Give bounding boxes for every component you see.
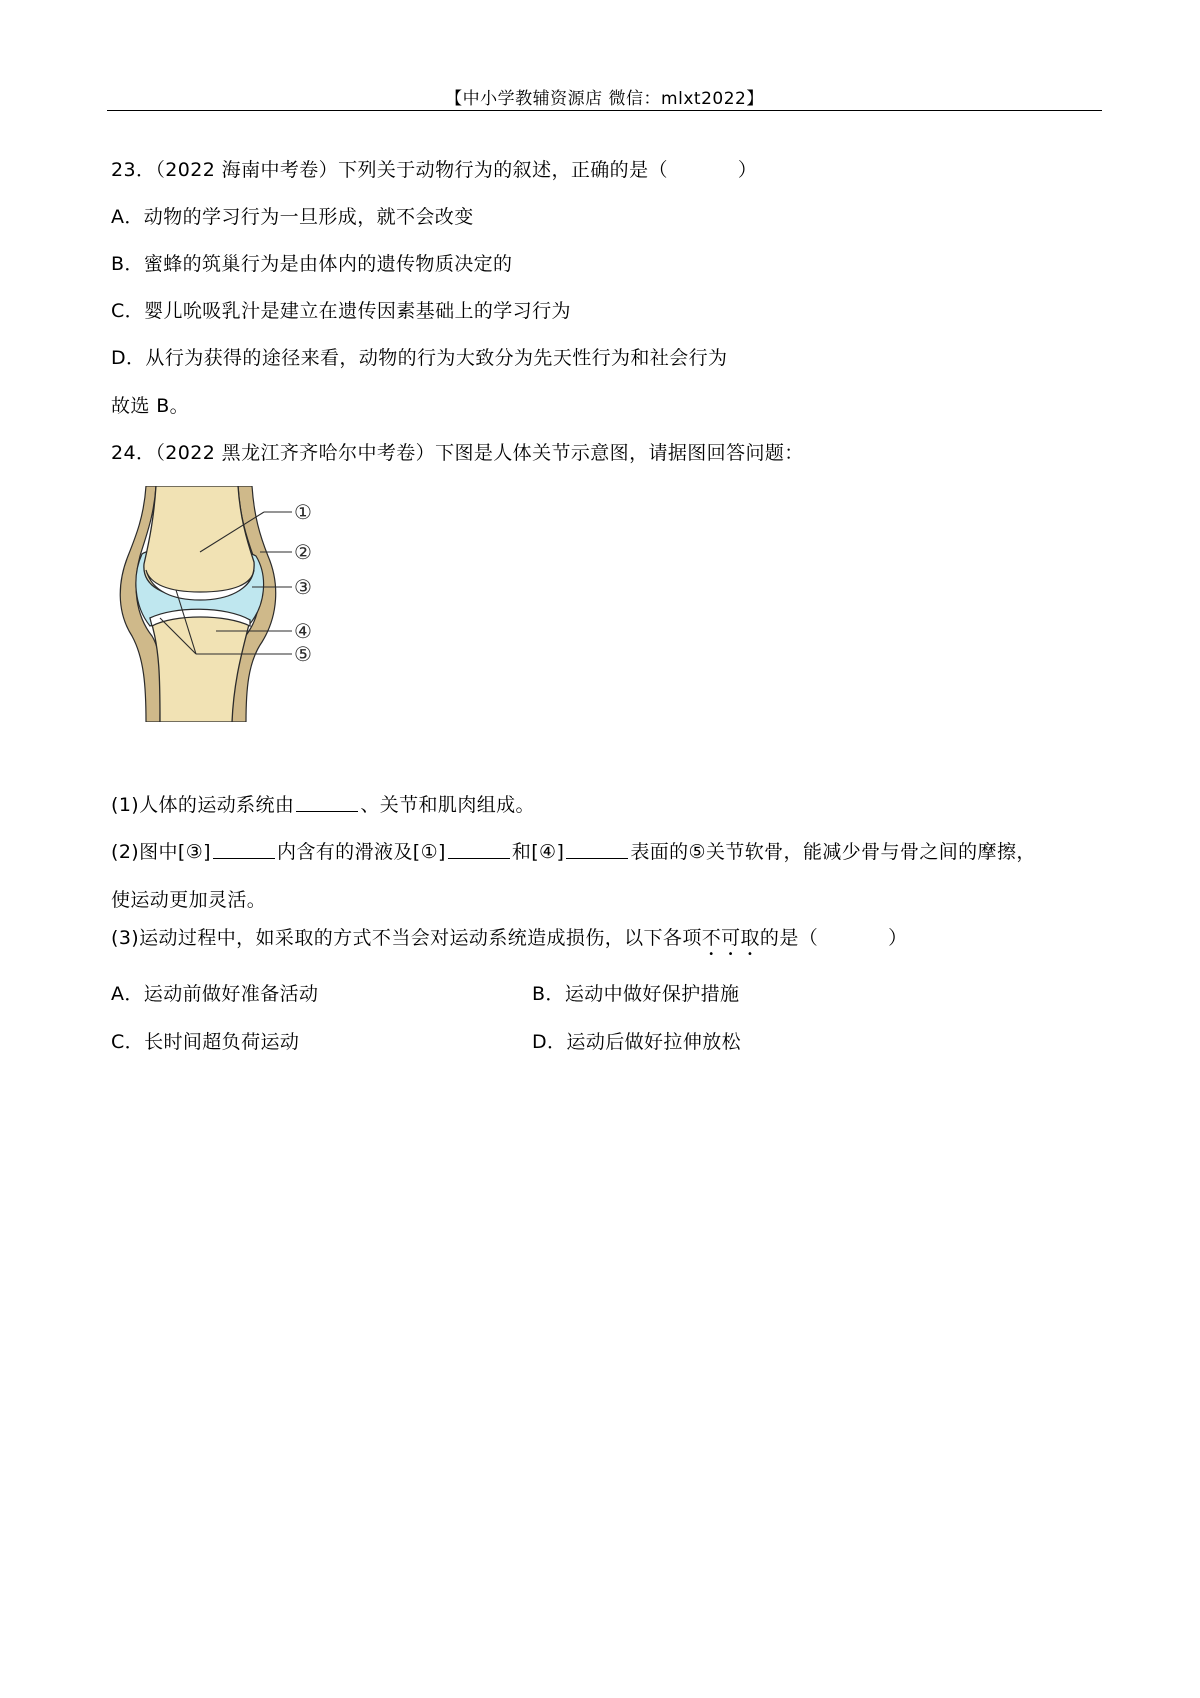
figure-label-2: ② (294, 540, 312, 564)
figure-label-3: ③ (294, 575, 312, 599)
sub1-text-a: (1)人体的运动系统由 (111, 794, 295, 816)
question-24-sub2 (111, 840, 1036, 864)
question-23-option-c: C．婴儿吮吸乳汁是建立在遗传因素基础上的学习行为 (111, 300, 571, 322)
fill-blank-3[interactable] (448, 840, 510, 859)
sub3-close-paren: ） (888, 927, 908, 949)
sub2-text-a: (2)图中[③] (111, 841, 211, 863)
page-header: 【中小学教辅资源店 微信：mlxt2022】 (445, 89, 764, 109)
question-23-answer: 故选 B。 (111, 395, 190, 417)
question-23-option-d: D．从行为获得的途径来看，动物的行为大致分为先天性行为和社会行为 (111, 347, 728, 369)
fill-blank-4[interactable] (566, 840, 628, 859)
question-23-option-a: A．动物的学习行为一旦形成，就不会改变 (111, 206, 474, 228)
question-23-text: 23．（2022 海南中考卷）下列关于动物行为的叙述，正确的是（ (111, 159, 668, 181)
question-24-sub3 (111, 926, 908, 960)
question-24-sub2-cont: 使运动更加灵活。 (111, 889, 267, 911)
sub2-text-c: 和[④] (511, 841, 565, 863)
sub3-text-a: (3)运动过程中，如采取的方式不当会对运动系统造成损伤，以下各项 (111, 927, 702, 949)
sub3-text-b: 的是（ (759, 927, 819, 949)
close-paren: ） (737, 159, 758, 181)
question-24-option-b: B．运动中做好保护措施 (532, 983, 740, 1005)
question-24-sub1 (111, 793, 535, 817)
joint-diagram (116, 486, 332, 722)
sub2-text-b: 内含有的滑液及[①] (276, 841, 446, 863)
joint-head-bone (144, 486, 254, 598)
question-23-stem (111, 158, 757, 182)
question-24-stem: 24．（2022 黑龙江齐齐哈尔中考卷）下图是人体关节示意图，请据图回答问题： (111, 442, 804, 464)
figure-label-5: ⑤ (294, 642, 312, 666)
sub3-emphasis: 不可取 (701, 927, 760, 949)
sub2-text-d: 表面的⑤关节软骨，能减少骨与骨之间的摩擦， (630, 841, 1036, 863)
question-24-option-d: D．运动后做好拉伸放松 (532, 1031, 742, 1053)
figure-label-1: ① (294, 500, 312, 524)
question-23-option-b: B．蜜蜂的筑巢行为是由体内的遗传物质决定的 (111, 253, 513, 275)
header-divider (107, 110, 1102, 111)
question-24-option-c: C．长时间超负荷运动 (111, 1031, 300, 1053)
question-24-option-a: A．运动前做好准备活动 (111, 983, 319, 1005)
fill-blank-1[interactable] (296, 793, 358, 812)
joint-diagram-svg (116, 486, 332, 722)
fill-blank-2[interactable] (213, 840, 275, 859)
figure-label-4: ④ (294, 619, 312, 643)
sub1-text-b: 、关节和肌肉组成。 (360, 794, 535, 816)
